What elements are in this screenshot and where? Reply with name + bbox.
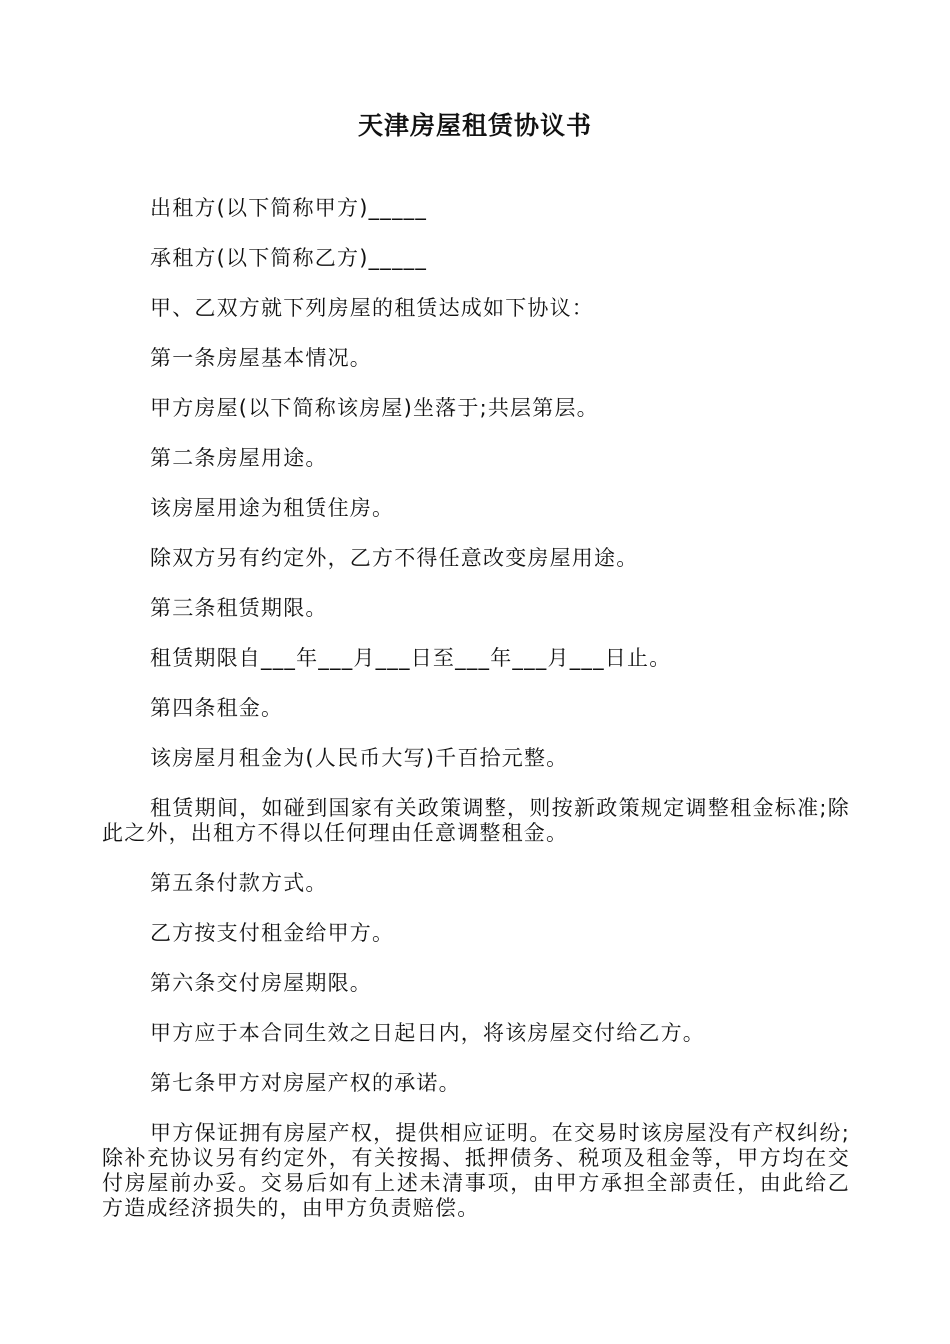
paragraph-article-7-warranty: 甲方保证拥有房屋产权，提供相应证明。在交易时该房屋没有产权纠纷;除补充协议另有约定外，有关按揭、抵押债务、税项及租金等，甲方均在交付房屋前办妥。交易后如有上述未清事项，由甲方承担全部责任，由此给乙方造成经济损失的，由甲方负责赔偿。: [102, 1121, 850, 1220]
paragraph-article-3-term: 租赁期限自___年___月___日至___年___月___日止。: [150, 646, 672, 670]
paragraph-article-4-rent: 该房屋月租金为(人民币大写)千百拾元整。: [150, 746, 569, 770]
paragraph-article-5-payment: 乙方按支付租金给甲方。: [150, 921, 395, 945]
paragraph-article-2-heading: 第二条房屋用途。: [150, 446, 328, 470]
document-title: 天津房屋租赁协议书: [357, 111, 592, 140]
paragraph-article-1-location: 甲方房屋(以下简称该房屋)坐落于;共层第层。: [150, 396, 599, 420]
paragraph-article-1-heading: 第一条房屋基本情况。: [150, 346, 372, 370]
paragraph-lessor: 出租方(以下简称甲方)_____: [150, 196, 428, 220]
document-body: [102, 196, 850, 1246]
paragraph-article-6-delivery: 甲方应于本合同生效之日起日内，将该房屋交付给乙方。: [150, 1021, 705, 1045]
paragraph-article-7-heading: 第七条甲方对房屋产权的承诺。: [150, 1071, 461, 1095]
paragraph-article-5-heading: 第五条付款方式。: [150, 871, 328, 895]
paragraph-article-2-restriction: 除双方另有约定外，乙方不得任意改变房屋用途。: [150, 546, 639, 570]
paragraph-article-4-adjustment: 租赁期间，如碰到国家有关政策调整，则按新政策规定调整租金标准;除此之外，出租方不得以任何理由任意调整租金。: [102, 796, 850, 845]
paragraph-article-3-heading: 第三条租赁期限。: [150, 596, 328, 620]
paragraph-lessee: 承租方(以下简称乙方)_____: [150, 246, 428, 270]
paragraph-article-4-heading: 第四条租金。: [150, 696, 284, 720]
paragraph-article-2-use: 该房屋用途为租赁住房。: [150, 496, 395, 520]
paragraph-agreement-intro: 甲、乙双方就下列房屋的租赁达成如下协议：: [150, 296, 594, 320]
paragraph-article-6-heading: 第六条交付房屋期限。: [150, 971, 372, 995]
